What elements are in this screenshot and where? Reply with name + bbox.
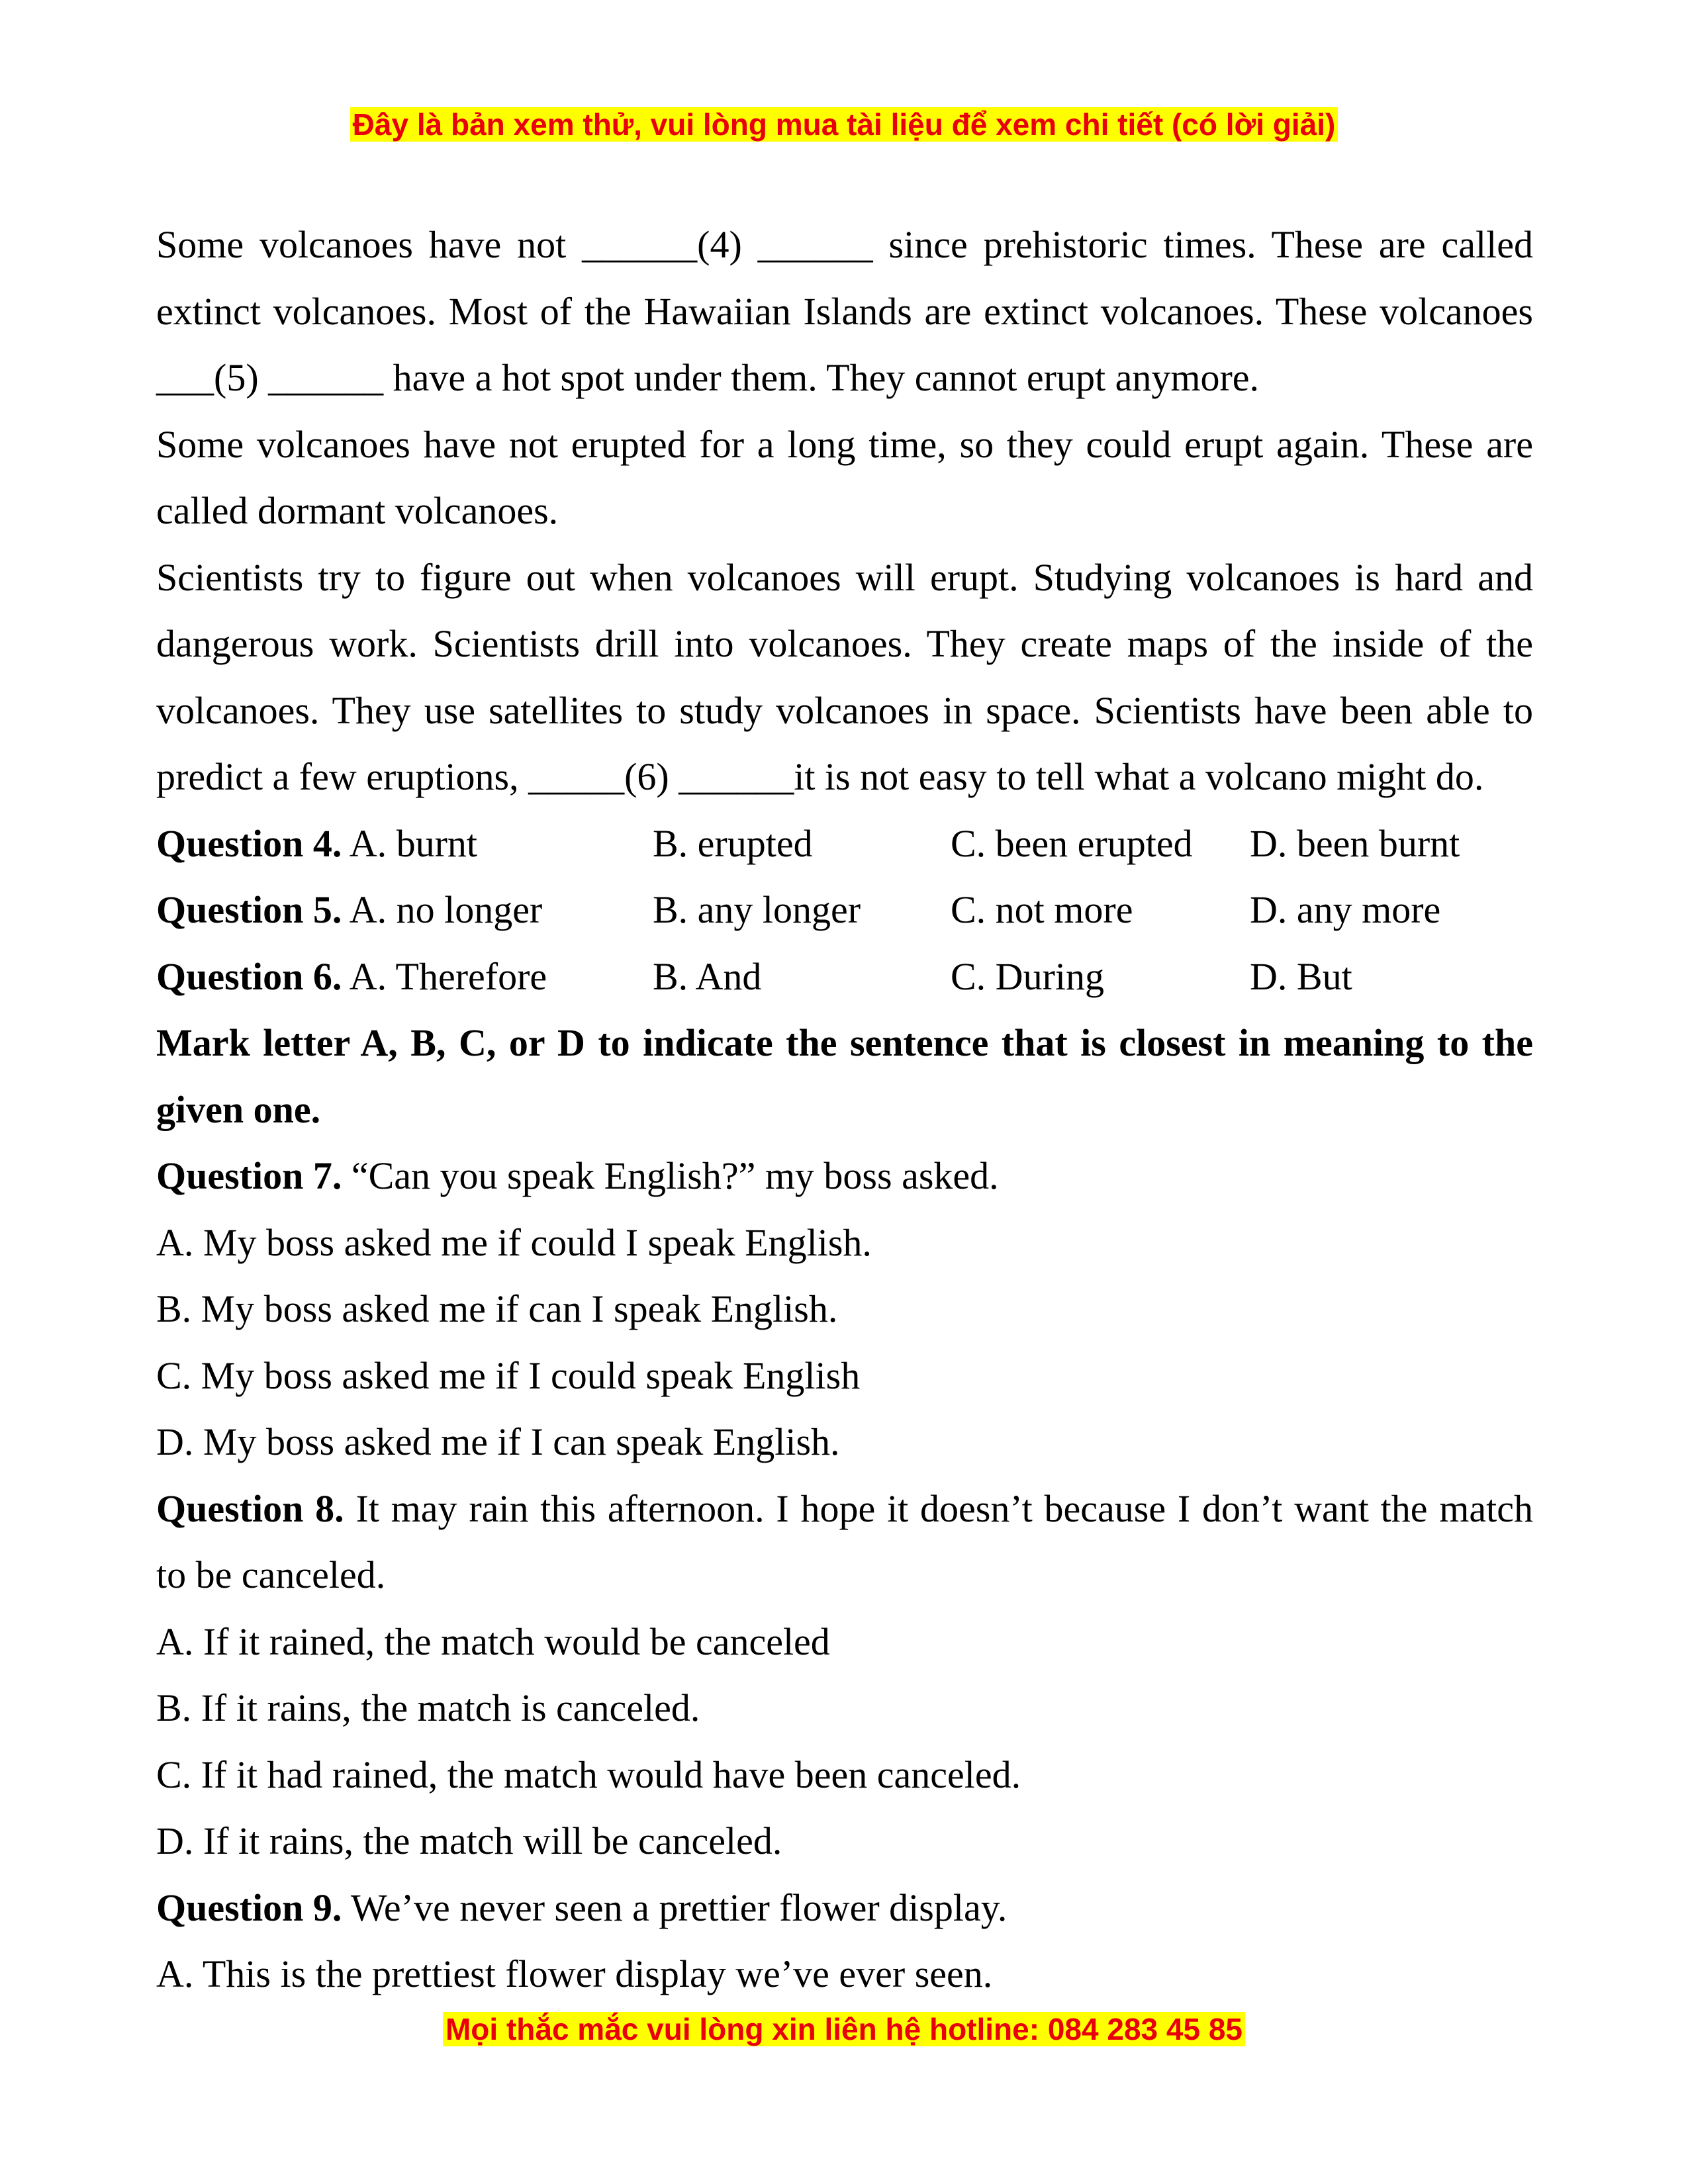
question-8-stem — [156, 1476, 1533, 1609]
question-8-option-b: B. If it rains, the match is canceled. — [156, 1686, 700, 1729]
hotline-banner — [0, 2011, 1688, 2048]
question-9-option-a: A. This is the prettiest flower display we’ve ever seen. — [156, 1952, 993, 1995]
question-7-option-a: A. My boss asked me if could I speak English. — [156, 1220, 872, 1264]
question-8-label: Question 8. — [156, 1486, 344, 1530]
question-5-option-d: D. any more — [1250, 888, 1441, 931]
question-4-label: Question 4. — [156, 821, 342, 865]
passage-paragraph-2: Some volcanoes have not erupted for a long time, so they could erupt again. These are called dormant volcanoes. — [156, 422, 1533, 532]
hotline-text: Mọi thắc mắc vui lòng xin liên hệ hotline: 084 283 45 85 — [443, 2012, 1245, 2046]
question-5-option-c: C. not more — [951, 888, 1133, 931]
preview-notice-banner — [0, 106, 1688, 143]
question-7-option-d: D. My boss asked me if I can speak English. — [156, 1420, 840, 1463]
question-9-label: Question 9. — [156, 1886, 342, 1929]
question-7-stem — [156, 1143, 1533, 1210]
document-body — [156, 212, 1533, 2008]
question-6-option-c: C. During — [951, 954, 1104, 998]
passage-paragraph-3: Scientists try to figure out when volcanoes will erupt. Studying volcanoes is hard and dangerous work. Scientists drill into volcanoes. They create maps of the inside of the volcanoes. They use satellites to study volcanoes in space. Scientists have been able to predict a few eruptions, _____(6) ______it is not easy to tell what a volcano might do. — [156, 555, 1533, 798]
question-4-option-a: A. burnt — [349, 821, 478, 865]
question-4-option-b: B. erupted — [653, 821, 813, 865]
question-8-text: It may rain this afternoon. I hope it doesn’t because I don’t want the match to be canceled. — [156, 1486, 1534, 1596]
preview-notice-text: Đây là bản xem thử, vui lòng mua tài liệu để xem chi tiết (có lời giải) — [350, 107, 1338, 142]
question-6-label: Question 6. — [156, 954, 342, 998]
question-6-row — [156, 944, 1533, 1011]
question-7-label: Question 7. — [156, 1154, 342, 1197]
passage-paragraph-1: Some volcanoes have not ______(4) ______ since prehistoric times. These are called extinct volcanoes. Most of the Hawaiian Islands are extinct volcanoes. These volcanoes ___(5) ______ have a hot spot under them. They cannot erupt anymore. — [156, 223, 1533, 399]
question-6-first-cell — [156, 944, 653, 1011]
question-6-option-b: B. And — [653, 954, 762, 998]
question-4-option-c: C. been erupted — [951, 821, 1193, 865]
question-5-label: Question 5. — [156, 888, 342, 931]
question-7-text: “Can you speak English?” my boss asked. — [351, 1154, 999, 1197]
question-8-option-d: D. If it rains, the match will be canceled. — [156, 1819, 782, 1862]
section-instruction: Mark letter A, B, C, or D to indicate the sentence that is closest in meaning to the given one. — [156, 1021, 1533, 1131]
question-4-option-d: D. been burnt — [1250, 821, 1460, 865]
question-8-option-a: A. If it rained, the match would be canceled — [156, 1619, 830, 1663]
question-7-option-c: C. My boss asked me if I could speak English — [156, 1353, 861, 1397]
question-9-stem — [156, 1875, 1533, 1942]
question-9-text: We’ve never seen a prettier flower display. — [350, 1886, 1008, 1929]
question-5-row — [156, 877, 1533, 944]
question-4-row — [156, 811, 1533, 878]
question-4-first-cell — [156, 811, 653, 878]
question-5-first-cell — [156, 877, 653, 944]
question-5-option-b: B. any longer — [653, 888, 861, 931]
question-7-option-b: B. My boss asked me if can I speak English. — [156, 1287, 838, 1330]
question-8-option-c: C. If it had rained, the match would have been canceled. — [156, 1752, 1021, 1796]
question-6-option-d: D. But — [1250, 954, 1352, 998]
question-5-option-a: A. no longer — [349, 888, 543, 931]
question-6-option-a: A. Therefore — [349, 954, 547, 998]
